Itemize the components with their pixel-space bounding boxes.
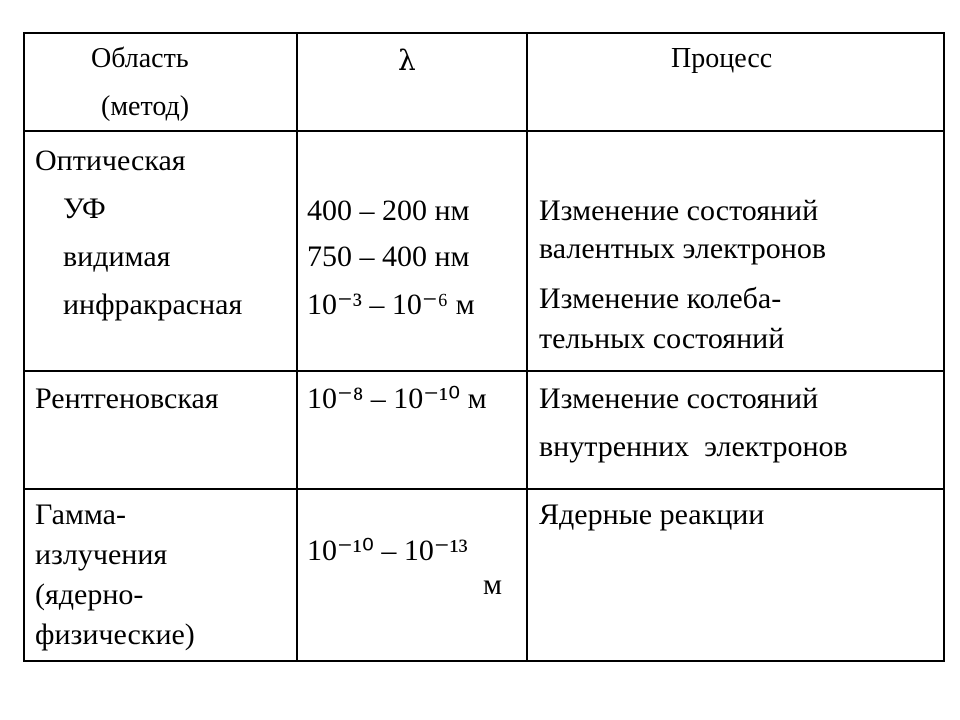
header-process: Процесс <box>671 43 773 74</box>
row3-wavelength: 10⁻¹⁰ – 10⁻¹³ <box>307 534 468 567</box>
row1-process-line1: Изменение состояний <box>539 194 819 227</box>
row1-region-infrared: инфракрасная <box>63 288 243 321</box>
row1-wavelength-uv: 400 – 200 нм <box>307 194 470 227</box>
row2-process-line1: Изменение состояний <box>539 382 819 415</box>
row3-region-line1: Гамма- <box>35 498 126 531</box>
row2-process-line2: внутренних электронов <box>539 430 848 463</box>
row1-process-line4: тельных состояний <box>539 322 785 355</box>
row1-wavelength-visible: 750 – 400 нм <box>307 240 470 273</box>
header-region-line2: (метод) <box>101 91 190 122</box>
row-divider-1 <box>23 370 945 372</box>
row-divider-header <box>23 130 945 132</box>
row1-wavelength-infrared: 10⁻³ – 10⁻⁶ м <box>307 288 475 321</box>
table-border-left <box>23 32 25 662</box>
row2-region: Рентгеновская <box>35 382 219 415</box>
row1-region-uv: УФ <box>63 192 106 225</box>
row1-region-visible: видимая <box>63 240 171 273</box>
header-region-line1: Область <box>91 43 189 74</box>
row1-region-title: Оптическая <box>35 144 186 177</box>
table-border-top <box>23 32 945 34</box>
row3-region-line2: излучения <box>35 538 168 571</box>
row3-process: Ядерные реакции <box>539 498 765 531</box>
table-border-bottom <box>23 660 945 662</box>
row1-process-line3: Изменение колеба- <box>539 282 782 315</box>
row1-process-line2: валентных электронов <box>539 232 827 265</box>
row3-region-line4: физические) <box>35 618 195 651</box>
table-border-right <box>943 32 945 662</box>
column-divider-1 <box>296 32 298 662</box>
header-wavelength: λ <box>398 44 416 77</box>
row3-region-line3: (ядерно- <box>35 578 144 611</box>
row3-wavelength-unit: м <box>483 568 502 601</box>
row-divider-2 <box>23 488 945 490</box>
spectroscopy-table <box>23 32 945 662</box>
row2-wavelength: 10⁻⁸ – 10⁻¹⁰ м <box>307 382 487 415</box>
column-divider-2 <box>526 32 528 662</box>
